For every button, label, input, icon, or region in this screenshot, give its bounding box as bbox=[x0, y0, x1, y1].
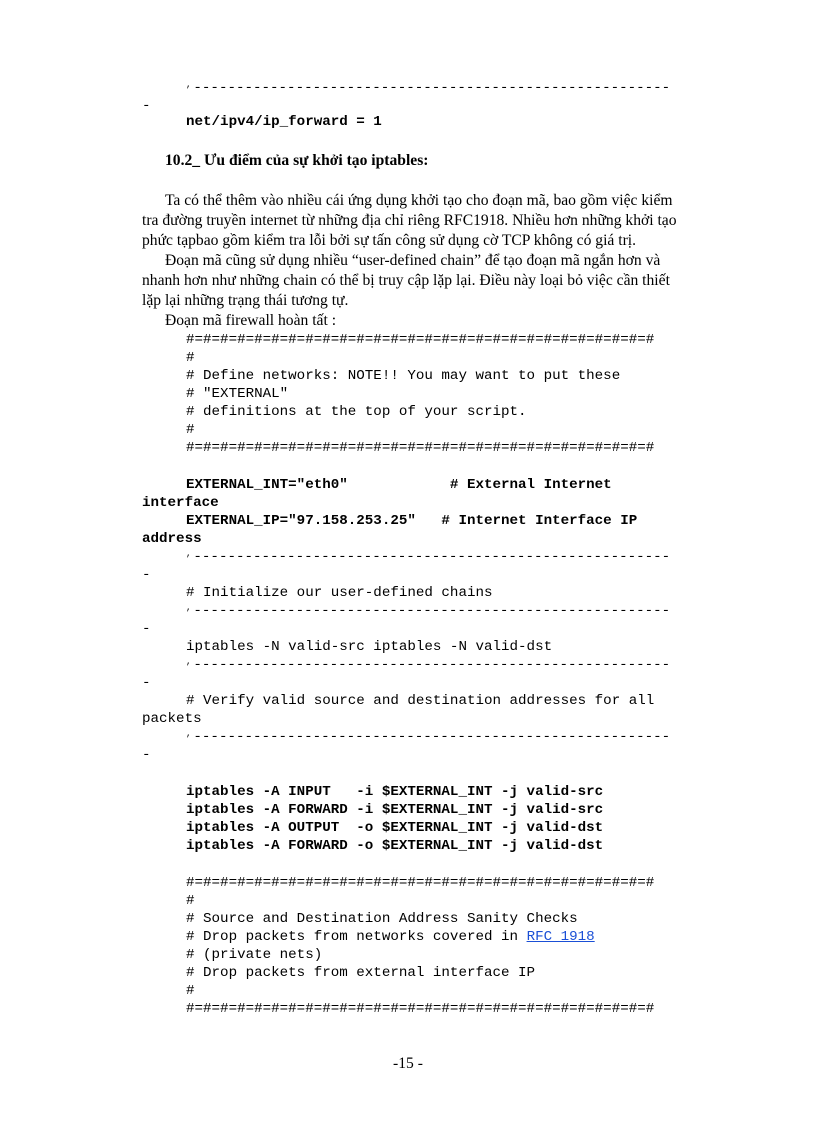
dash-rule-tail: - bbox=[142, 675, 151, 691]
external-int-wrap: interface bbox=[142, 495, 219, 511]
dash-rule: , -------------------------------------------------------- bbox=[186, 80, 671, 96]
comment-line: # (private nets) bbox=[186, 947, 323, 963]
comment-line: # Verify valid source and destination addresses for all bbox=[186, 693, 655, 709]
comment-line: # bbox=[186, 350, 195, 366]
paragraph-line: Đoạn mã firewall hoàn tất : bbox=[165, 312, 337, 329]
comment-line: # bbox=[186, 983, 195, 999]
external-int-line: EXTERNAL_INT="eth0" # External Internet bbox=[186, 477, 612, 493]
comment-line: # definitions at the top of your script. bbox=[186, 404, 527, 420]
ip-forward-line: net/ipv4/ip_forward = 1 bbox=[186, 114, 382, 130]
dash-rule: , -------------------------------------------------------- bbox=[186, 603, 671, 619]
dash-rule: , -------------------------------------------------------- bbox=[186, 729, 671, 745]
comment-line: # "EXTERNAL" bbox=[186, 386, 289, 402]
hash-rule: #=#=#=#=#=#=#=#=#=#=#=#=#=#=#=#=#=#=#=#=#=#=#=#=#=#=#=# bbox=[186, 1001, 655, 1017]
external-ip-line: EXTERNAL_IP="97.158.253.25" # Internet Interface IP bbox=[186, 513, 638, 529]
new-chains-line: iptables -N valid-src iptables -N valid-dst bbox=[186, 639, 553, 655]
comment-line bbox=[186, 928, 595, 946]
hash-rule: #=#=#=#=#=#=#=#=#=#=#=#=#=#=#=#=#=#=#=#=#=#=#=#=#=#=#=# bbox=[186, 440, 655, 456]
comment-text: # Drop packets from networks covered in bbox=[186, 929, 527, 945]
hash-rule: #=#=#=#=#=#=#=#=#=#=#=#=#=#=#=#=#=#=#=#=#=#=#=#=#=#=#=# bbox=[186, 875, 655, 891]
hash-rule: #=#=#=#=#=#=#=#=#=#=#=#=#=#=#=#=#=#=#=#=#=#=#=#=#=#=#=# bbox=[186, 332, 655, 348]
comment-line: # Initialize our user-defined chains bbox=[186, 585, 493, 601]
comment-line: # Drop packets from external interface IP bbox=[186, 965, 536, 981]
paragraph-line: nhanh hơn như những chain có thể bị truy cập lặp lại. Điều này loại bỏ việc cần thiết bbox=[142, 272, 670, 289]
iptables-rule: iptables -A INPUT -i $EXTERNAL_INT -j valid-src bbox=[186, 784, 604, 800]
rfc-1918-link[interactable]: RFC 1918 bbox=[526, 929, 595, 945]
paragraph-line: Ta có thể thêm vào nhiều cái ứng dụng khởi tạo cho đoạn mã, bao gồm việc kiểm bbox=[165, 192, 673, 209]
iptables-rule: iptables -A FORWARD -i $EXTERNAL_INT -j valid-src bbox=[186, 802, 604, 818]
dash-rule-tail: - bbox=[142, 98, 151, 114]
external-ip-wrap: address bbox=[142, 531, 202, 547]
comment-line: # Source and Destination Address Sanity Checks bbox=[186, 911, 578, 927]
comment-line: # Define networks: NOTE!! You may want to put these bbox=[186, 368, 621, 384]
comment-line: # bbox=[186, 893, 195, 909]
section-heading: 10.2_ Ưu điểm của sự khởi tạo iptables: bbox=[165, 152, 429, 169]
iptables-rule: iptables -A FORWARD -o $EXTERNAL_INT -j valid-dst bbox=[186, 838, 604, 854]
paragraph-line: tra đường truyền internet từ những địa chỉ riêng RFC1918. Nhiều hơn những khởi tạo bbox=[142, 212, 677, 229]
paragraph-line: lặp lại những trạng thái tương tự. bbox=[142, 292, 349, 309]
paragraph-line: phức tạpbao gồm kiểm tra lỗi bởi sự tấn công sử dụng cờ TCP không có giá trị. bbox=[142, 232, 636, 249]
dash-rule-tail: - bbox=[142, 567, 151, 583]
iptables-rule: iptables -A OUTPUT -o $EXTERNAL_INT -j valid-dst bbox=[186, 820, 604, 836]
comment-line: # bbox=[186, 422, 195, 438]
dash-rule-tail: - bbox=[142, 747, 151, 763]
comment-wrap: packets bbox=[142, 711, 202, 727]
page-number: -15 - bbox=[393, 1055, 423, 1072]
dash-rule: , -------------------------------------------------------- bbox=[186, 549, 671, 565]
dash-rule: , -------------------------------------------------------- bbox=[186, 657, 671, 673]
dash-rule-tail: - bbox=[142, 621, 151, 637]
paragraph-line: Đoạn mã cũng sử dụng nhiều “user-defined chain” để tạo đoạn mã ngắn hơn và bbox=[165, 252, 661, 269]
